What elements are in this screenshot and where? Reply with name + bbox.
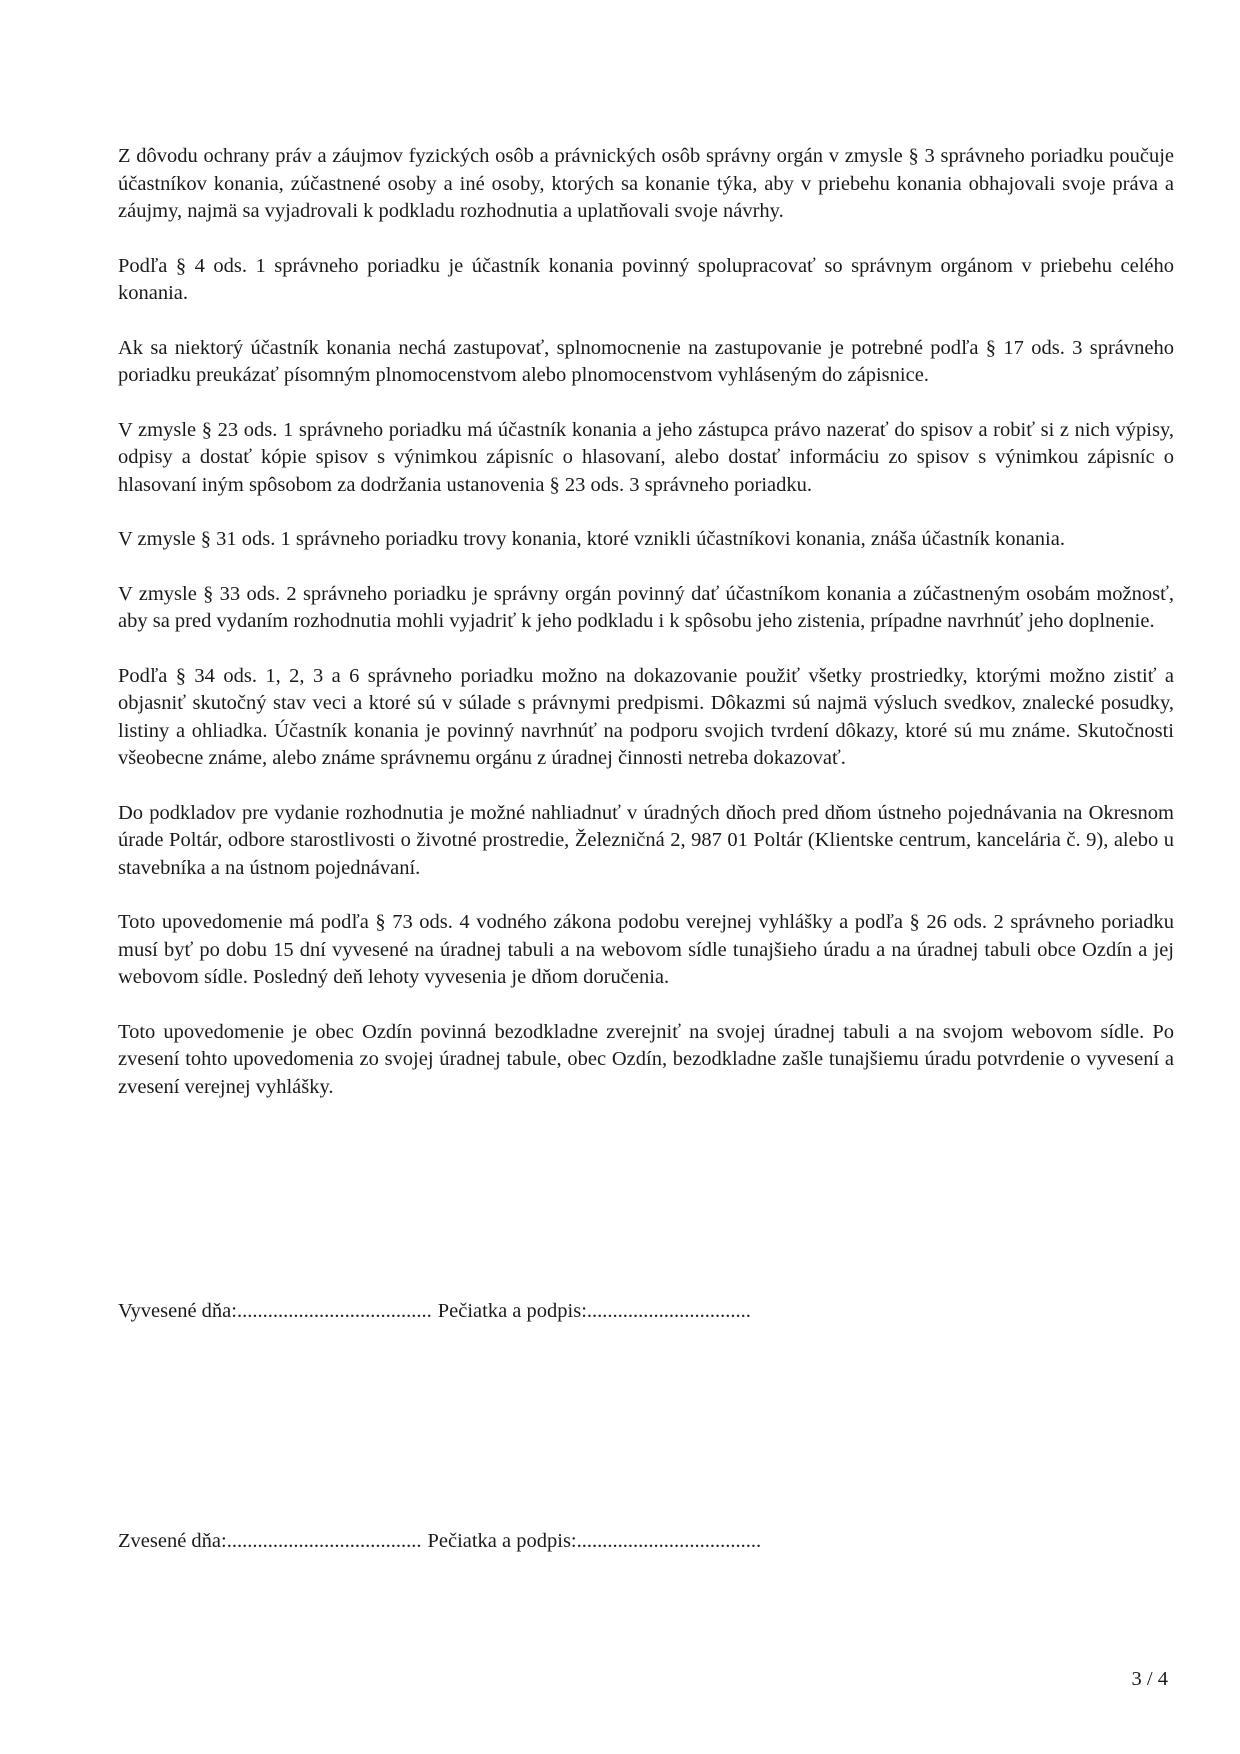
paragraph-file-access: V zmysle § 23 ods. 1 správneho poriadku má účastník konania a jeho zástupca právo nazerať do spisov a robiť si z nich výpisy, odpisy a dostať kópie spisov s výnimkou zápisníc o hlasovaní, alebo dostať informáciu zo spisov s výnimkou zápisníc o hlasovaní iným spôsobom za dodržania ustanovenia § 23 ods. 3 správneho poriadku. <box>118 418 1174 496</box>
paragraph-cooperation-duty: Podľa § 4 ods. 1 správneho poriadku je účastník konania povinný spolupracovať so správnym orgánom v priebehu celého konania. <box>118 254 1174 304</box>
paragraph-participants-rights: Z dôvodu ochrany práv a záujmov fyzických osôb a právnických osôb správny orgán v zmysle § 3 správneho poriadku poučuje účastníkov konania, zúčastnené osoby a iné osoby, ktorých sa konanie týka, aby v priebehu konania obhajovali svoje práva a záujmy, najmä sa vyjadrovali k podkladu rozhodnutia a uplatňovali svoje návrhy. <box>118 145 1174 222</box>
posted-stamp-field: Pečiatka a podpis:................................ <box>437 1300 751 1322</box>
paragraph-document-inspection: Do podkladov pre vydanie rozhodnutia je možné nahliadnuť v úradných dňoch pred dňom ústneho pojednávania na Okresnom úrade Poltár, odbore starostlivosti o životné prostredie, Železničná 2, 987 01 Poltár (Klientske centrum, kancelária č. 9), alebo u stavebníka a na ústnom pojednávaní. <box>118 801 1174 879</box>
paragraph-right-to-comment: V zmysle § 33 ods. 2 správneho poriadku je správny orgán povinný dať účastníkom konania a zúčastneným osobám možnosť, aby sa pred vydaním rozhodnutia mohli vyjadriť k jeho podkladu i k spôsobu jeho zistenia, prípadne navrhnúť jeho doplnenie. <box>118 582 1174 632</box>
paragraph-evidence: Podľa § 34 ods. 1, 2, 3 a 6 správneho poriadku možno na dokazovanie použiť všetky prostriedky, ktorými možno zistiť a objasniť skutočný stav veci a ktoré sú v súlade s právnymi predpismi. Dôkazmi sú najmä výsluch svedkov, znalecké posudky, listiny a ohliadka. Účastník konania je povinný navrhnúť na podporu svojich tvrdení dôkazy, ktoré sú mu známe. Skutočnosti všeobecne známe, alebo známe správnemu orgánu z úradnej činnosti netreba dokazovať. <box>118 664 1174 769</box>
paragraph-public-notice: Toto upovedomenie má podľa § 73 ods. 4 vodného zákona podobu verejnej vyhlášky a podľa § 26 ods. 2 správneho poriadku musí byť po dobu 15 dní vyvesené na úradnej tabuli a na webovom sídle tunajšieho úradu a na úradnej tabuli obce Ozdín a jej webovom sídle. Posledný deň lehoty vyvesenia je dňom doručenia. <box>118 911 1174 988</box>
paragraph-representation: Ak sa niektorý účastník konania nechá zastupovať, splnomocnenie na zastupovanie je potrebné podľa § 17 ods. 3 správneho poriadku preukázať písomným plnomocenstvom alebo plnomocenstvom vyhláseným do zápisnice. <box>118 336 1174 386</box>
paragraph-costs: V zmysle § 31 ods. 1 správneho poriadku trovy konania, ktoré vznikli účastníkovi konania, znáša účastník konania. <box>118 528 1065 550</box>
removed-signature-line <box>118 1528 761 1555</box>
removed-stamp-field: Pečiatka a podpis:.................................... <box>427 1530 762 1552</box>
page-number: 3 / 4 <box>1131 1668 1168 1690</box>
paragraph-municipality-duty: Toto upovedomenie je obec Ozdín povinná bezodkladne zverejniť na svojej úradnej tabuli a na svojom webovom sídle. Po zvesení tohto upovedomenia zo svojej úradnej tabule, obec Ozdín, bezodkladne zašle tunajšiemu úradu potvrdenie o vyvesení a zvesení verejnej vyhlášky. <box>118 1020 1174 1098</box>
posted-date-field: Vyvesené dňa:...................................... <box>118 1300 432 1322</box>
document-body <box>118 143 1174 1128</box>
removed-date-field: Zvesené dňa:...................................... <box>118 1530 422 1552</box>
posted-signature-line <box>118 1298 751 1325</box>
